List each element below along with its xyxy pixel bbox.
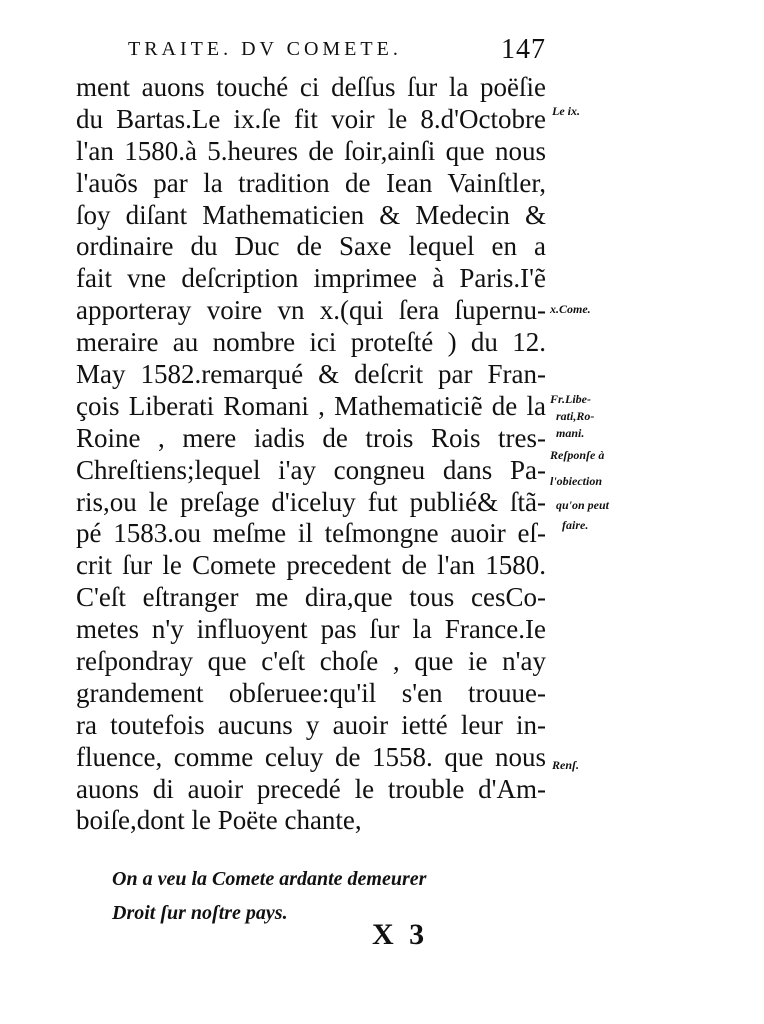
text-line: çois Liberati Romani , Mathematiciẽ de la bbox=[76, 390, 546, 421]
margin-note-rens: Renſ. bbox=[552, 758, 579, 772]
text-line: fluence, comme celuy de 1558. que nous bbox=[76, 741, 546, 772]
text-line: Roine , mere iadis de trois Rois tres- bbox=[76, 422, 546, 453]
text-line: boiſe,dont le Poëte chante, bbox=[76, 805, 362, 836]
text-line: pé 1583.ou meſme il teſmongne auoir eſ- bbox=[76, 518, 546, 549]
text-line: May 1582.remarqué & deſcrit par Fran- bbox=[76, 359, 546, 390]
margin-note-response-1: Reſponſe à bbox=[550, 448, 605, 462]
text-line: crit ſur le Comete precedent de l'an 1580. bbox=[76, 550, 546, 581]
text-line: fait vne deſcription imprimee à Paris.I'ẽ bbox=[76, 263, 546, 294]
text-line: ment auons touché ci deſſus ſur la poëſie bbox=[76, 72, 546, 102]
text-line: ra toutefois aucuns y auoir ietté leur in- bbox=[76, 709, 546, 740]
margin-note-x-comete: x.Come. bbox=[550, 302, 591, 316]
margin-note-response-4: faire. bbox=[562, 518, 589, 532]
text-line: apporteray voire vn x.(qui ſera ſupernu- bbox=[76, 295, 546, 326]
text-line: meraire au nombre ici proteſté ) du 12. bbox=[76, 327, 546, 358]
page-number: 147 bbox=[501, 34, 546, 65]
running-head bbox=[120, 34, 550, 66]
text-line: C'eſt eſtranger me dira,que tous cesCo- bbox=[76, 582, 546, 613]
margin-note-le-ix: Le ix. bbox=[552, 104, 580, 118]
text-line: ſoy diſant Mathematicien & Medecin & bbox=[76, 199, 546, 230]
margin-note-liberati-3: mani. bbox=[556, 426, 585, 440]
text-line: du Bartas.Le ix.ſe fit voir le 8.d'Octobre bbox=[76, 103, 546, 134]
text-line: grandement obſeruee:qu'il s'en trouue- bbox=[76, 677, 546, 708]
text-line: l'an 1580.à 5.heures de ſoir,ainſi que nous bbox=[76, 135, 546, 166]
text-line: auons di auoir precedé le trouble d'Am- bbox=[76, 773, 546, 804]
verse-line: Droit ſur noſtre pays. bbox=[112, 902, 288, 924]
margin-note-liberati-1: Fr.Libe- bbox=[550, 392, 591, 406]
text-line: l'auõs par la tradition de Iean Vainſtler, bbox=[76, 167, 546, 198]
text-line: reſpondray que c'eſt choſe , que ie n'ay bbox=[76, 646, 546, 677]
verse-line: On a veu la Comete ardante demeurer bbox=[112, 868, 427, 890]
running-title: TRAITE. DV COMETE. bbox=[128, 38, 402, 60]
margin-note-response-2: l'obiection bbox=[550, 474, 602, 488]
text-line: Chreſtiens;lequel i'ay congneu dans Pa- bbox=[76, 454, 546, 485]
margin-note-liberati-2: rati,Ro- bbox=[556, 409, 595, 423]
signature-mark: X 3 bbox=[372, 918, 429, 951]
text-line: metes n'y influoyent pas ſur la France.Ie bbox=[76, 614, 546, 645]
margin-note-response-3: qu'on peut bbox=[556, 498, 610, 512]
text-line: ordinaire du Duc de Saxe lequel en a bbox=[76, 231, 546, 262]
text-line: ris,ou le preſage d'iceluy fut publié& ſtã- bbox=[76, 486, 546, 517]
body-text bbox=[76, 72, 546, 837]
verse-quote bbox=[112, 862, 532, 930]
